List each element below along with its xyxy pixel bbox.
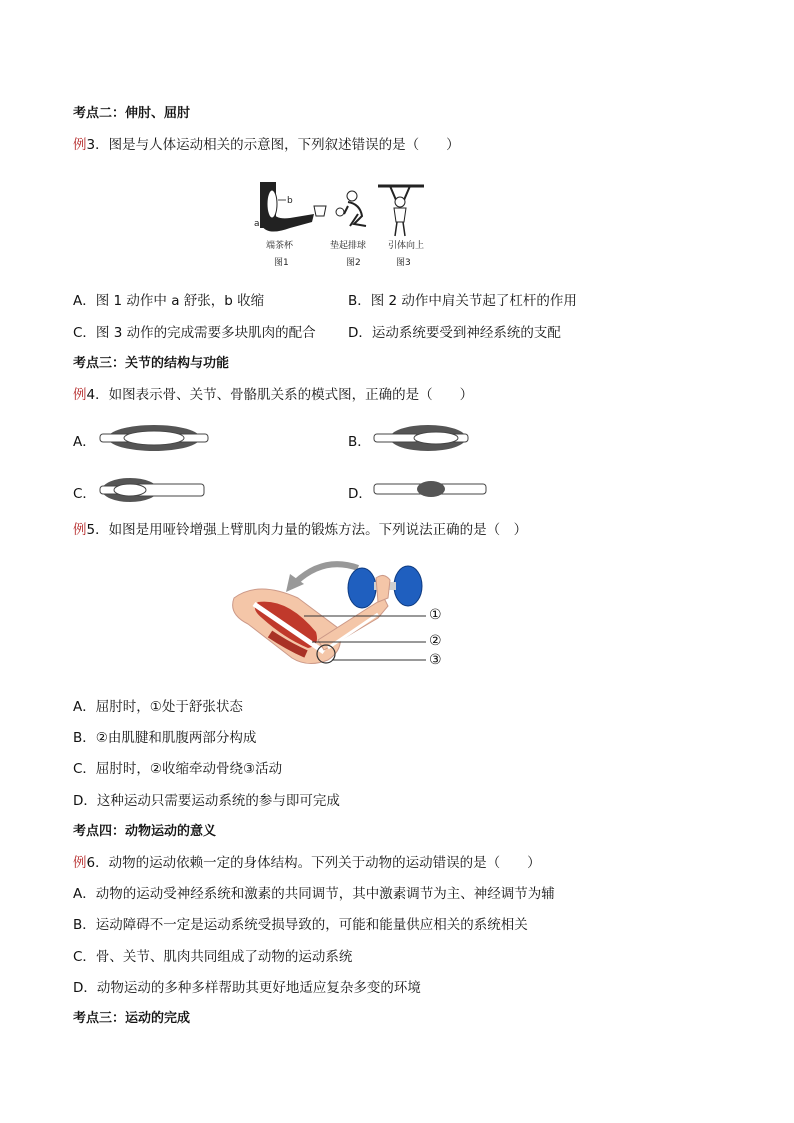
- option-b: B．②由肌腱和肌腹两部分构成: [73, 730, 257, 746]
- marker-2: ②: [429, 633, 442, 649]
- option-c: C．图 3 动作的完成需要多块肌肉的配合: [73, 325, 316, 341]
- bone-muscle-diagram-b: [372, 420, 470, 456]
- option-d: D．这种运动只需要运动系统的参与即可完成: [73, 793, 340, 809]
- option-d: D．运动系统要受到神经系统的支配: [348, 325, 561, 341]
- question-text: ．动物的运动依赖一定的身体结构。下列关于动物的运动错误的是（ ）: [95, 855, 541, 871]
- caption-3: 引体向上: [388, 241, 425, 251]
- question-4-stem: [73, 383, 473, 403]
- question-5-stem: [73, 518, 527, 538]
- example-label: 例: [73, 387, 87, 403]
- caption-1: 端茶杯: [266, 241, 294, 251]
- option-c: C．: [73, 486, 96, 502]
- label-a: a: [254, 219, 260, 229]
- option-b: B．: [348, 434, 371, 450]
- question-text: ．图是与人体运动相关的示意图，下列叙述错误的是（ ）: [95, 137, 460, 153]
- section-heading: 考点四：动物运动的意义: [73, 824, 217, 839]
- option-d: D．: [348, 486, 372, 502]
- question-3-stem: [73, 133, 460, 153]
- section-heading: 考点二：伸肘、屈肘: [73, 106, 191, 121]
- figure-label-2: 图2: [346, 258, 361, 268]
- marker-3: ③: [429, 652, 442, 668]
- option-a: A．屈肘时，①处于舒张状态: [73, 699, 243, 715]
- figure-label-1: 图1: [274, 258, 289, 268]
- bone-muscle-diagram-d: [372, 474, 490, 506]
- example-label: 例: [73, 855, 87, 871]
- option-b: B．图 2 动作中肩关节起了杠杆的作用: [348, 293, 577, 309]
- option-a: A．图 1 动作中 a 舒张，b 收缩: [73, 293, 265, 309]
- option-b: B．运动障碍不一定是运动系统受损导致的，可能和能量供应相关的系统相关: [73, 917, 528, 933]
- q3-figure: [250, 178, 440, 272]
- caption-2: 垫起排球: [330, 241, 367, 251]
- question-number: 3: [86, 137, 96, 153]
- dumbbell-weight-right: [394, 566, 422, 606]
- option-c: C．骨、关节、肌肉共同组成了动物的运动系统: [73, 949, 353, 965]
- question-6-stem: [73, 851, 541, 871]
- option-d: D．动物运动的多种多样帮助其更好地适应复杂多变的环境: [73, 980, 421, 996]
- marker-1: ①: [429, 607, 442, 623]
- section-heading: 考点三：运动的完成: [73, 1011, 191, 1026]
- option-a: A．动物的运动受神经系统和激素的共同调节，其中激素调节为主、神经调节为辅: [73, 886, 555, 902]
- bone-muscle-diagram-c: [96, 472, 208, 508]
- arm-cup-figure: [254, 182, 326, 232]
- option-a: A．: [73, 434, 96, 450]
- dumbbell-weight-left: [348, 568, 376, 608]
- example-label: 例: [73, 137, 87, 153]
- label-b: b: [287, 196, 293, 206]
- section-heading: 考点三：关节的结构与功能: [73, 356, 230, 371]
- question-number: 6: [86, 855, 96, 871]
- question-text: ．如图是用哑铃增强上臂肌肉力量的锻炼方法。下列说法正确的是（ ）: [95, 522, 528, 538]
- pullup-figure: [378, 186, 424, 236]
- dumbbell-arm-figure: [228, 558, 448, 674]
- volleyball-figure: [336, 191, 366, 226]
- bone-muscle-diagram-a: [96, 420, 212, 456]
- option-c: C．屈肘时，②收缩牵动骨绕③活动: [73, 761, 283, 777]
- figure-label-3: 图3: [396, 258, 411, 268]
- example-label: 例: [73, 522, 87, 538]
- question-number: 4: [86, 387, 96, 403]
- question-number: 5: [86, 522, 96, 538]
- question-text: ．如图表示骨、关节、骨骼肌关系的模式图，正确的是（ ）: [95, 387, 474, 403]
